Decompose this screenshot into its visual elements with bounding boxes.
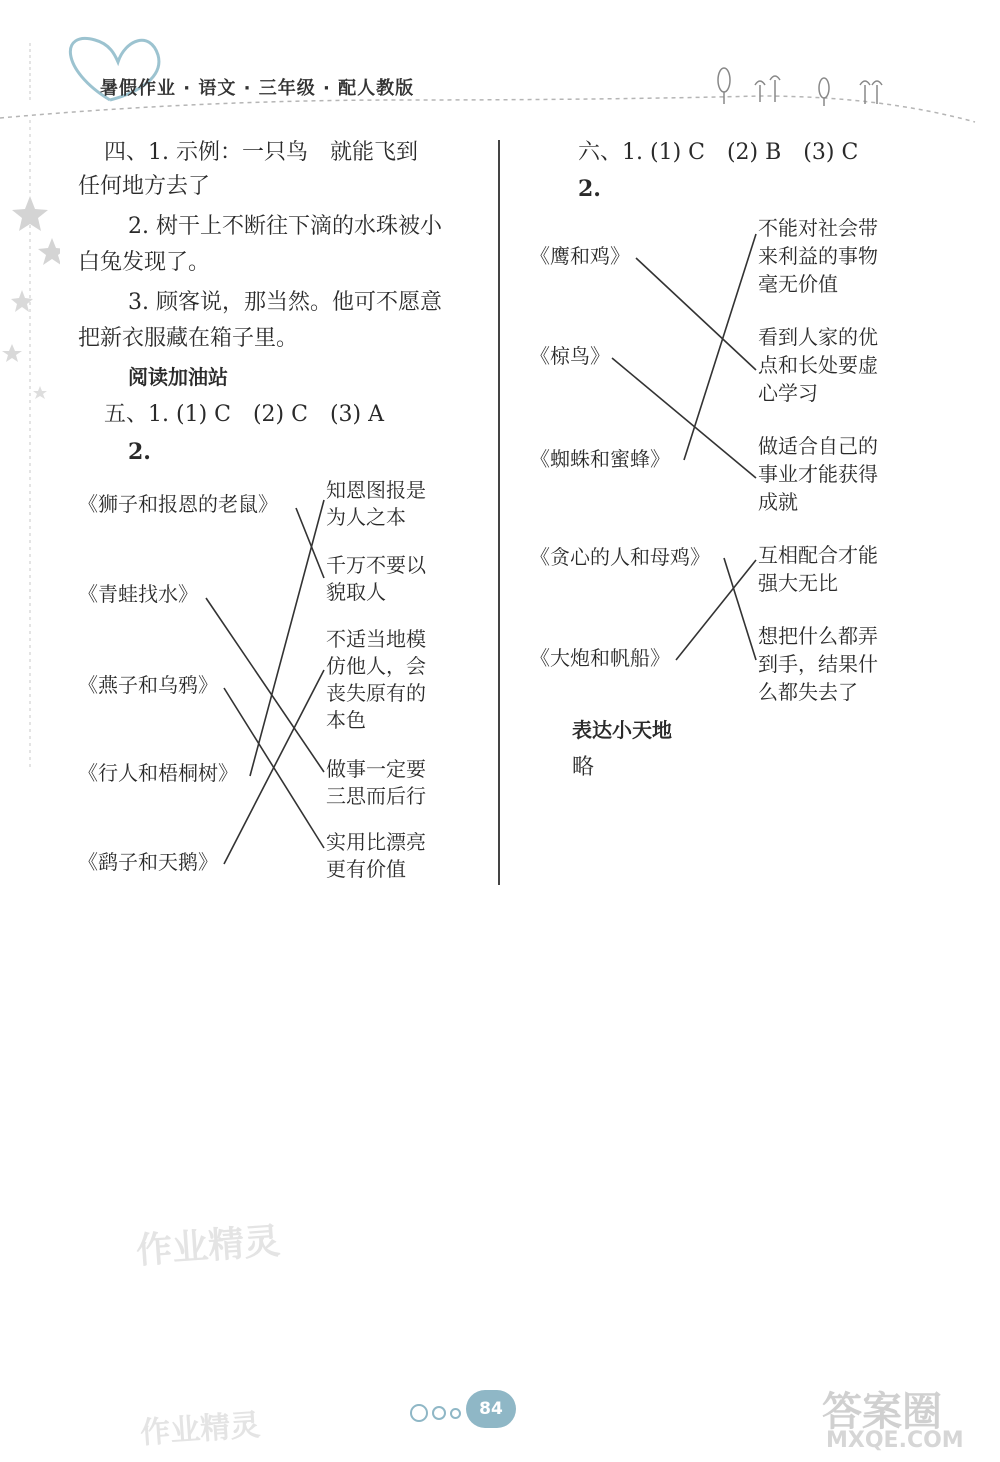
decorative-circle [450, 1408, 461, 1419]
moral-line: 强大无比 [758, 571, 838, 595]
site-logo-url: MXQE.COM [826, 1428, 964, 1453]
story-item: 《青蛙找水》 [78, 582, 198, 606]
answer-5-1: 五、1. (1) C (2) C (3) A [104, 402, 385, 427]
star-icon [38, 238, 60, 265]
watermark-text: 作业精灵 [134, 1221, 282, 1272]
header-decoration [0, 0, 1000, 140]
story-item: 《狮子和报恩的老鼠》 [78, 492, 278, 516]
header-title: 暑假作业 · 语文 · 三年级 · 配人教版 [100, 78, 415, 99]
moral-line: 不能对社会带 [758, 216, 878, 240]
story-item: 《蜘蛛和蜜蜂》 [530, 447, 670, 471]
answer-4-3-line2: 把新衣服藏在箱子里。 [78, 326, 299, 351]
story-item: 《行人和梧桐树》 [78, 761, 238, 785]
section-title-reading: 阅读加油站 [128, 365, 228, 389]
answer-4-2-line1: 2. 树干上不断往下滴的水珠被小 [128, 214, 442, 239]
star-icon [11, 290, 33, 312]
section-title-expression: 表达小天地 [572, 718, 672, 742]
moral-line: 做适合自己的 [758, 434, 878, 458]
moral-line: 仿他人，会 [326, 654, 426, 678]
moral-line: 千万不要以 [326, 553, 426, 577]
moral-line: 本色 [326, 708, 366, 732]
story-item: 《大炮和帆船》 [530, 646, 670, 670]
moral-line: 心学习 [758, 381, 818, 405]
moral-line: 看到人家的优 [758, 325, 878, 349]
moral-line: 想把什么都弄 [758, 624, 878, 648]
moral-line: 实用比漂亮 [326, 830, 426, 854]
answer-4-3-line1: 3. 顾客说，那当然。他可不愿意 [128, 290, 442, 315]
page-number: 84 [466, 1390, 516, 1428]
story-item: 《鹞子和天鹅》 [78, 850, 218, 874]
moral-line: 互相配合才能 [758, 543, 878, 567]
moral-line: 不适当地模 [326, 627, 426, 651]
answer-6-1: 六、1. (1) C (2) B (3) C [578, 140, 859, 165]
watermark-text: 作业精灵 [139, 1407, 262, 1452]
expression-answer: 略 [572, 755, 595, 780]
decorative-circle [410, 1404, 428, 1422]
moral-line: 貌取人 [326, 580, 386, 604]
moral-line: 丧失原有的 [326, 681, 426, 705]
answer-4-1-line1: 四、1. 示例：一只鸟 就能飞到 [104, 140, 418, 165]
story-item: 《燕子和乌鸦》 [78, 673, 218, 697]
answer-4-1-line2: 任何地方去了 [78, 174, 211, 199]
moral-line: 到手，结果什 [758, 652, 878, 676]
answer-4-2-line2: 白兔发现了。 [78, 250, 211, 275]
moral-line: 来利益的事物 [758, 244, 878, 268]
story-item: 《椋鸟》 [530, 344, 610, 368]
moral-line: 毫无价值 [758, 272, 838, 296]
answer-6-2-label: 2. [578, 176, 601, 202]
moral-line: 为人之本 [326, 505, 406, 529]
star-icon [2, 344, 22, 362]
moral-line: 么都失去了 [758, 680, 858, 704]
moral-line: 知恩图报是 [326, 478, 426, 502]
moral-line: 三思而后行 [326, 784, 426, 808]
star-icon [33, 386, 47, 399]
moral-line: 事业才能获得 [758, 462, 878, 486]
decorative-circle [432, 1406, 446, 1420]
margin-decoration [0, 120, 60, 780]
site-logo: 答案圈 [822, 1389, 942, 1435]
moral-line: 更有价值 [326, 857, 406, 881]
column-divider [498, 140, 500, 885]
moral-line: 成就 [758, 490, 798, 514]
moral-line: 做事一定要 [326, 757, 426, 781]
story-item: 《贪心的人和母鸡》 [530, 545, 710, 569]
answer-5-2-label: 2. [128, 439, 151, 465]
story-item: 《鹰和鸡》 [530, 244, 630, 268]
moral-line: 点和长处要虚 [758, 353, 878, 377]
